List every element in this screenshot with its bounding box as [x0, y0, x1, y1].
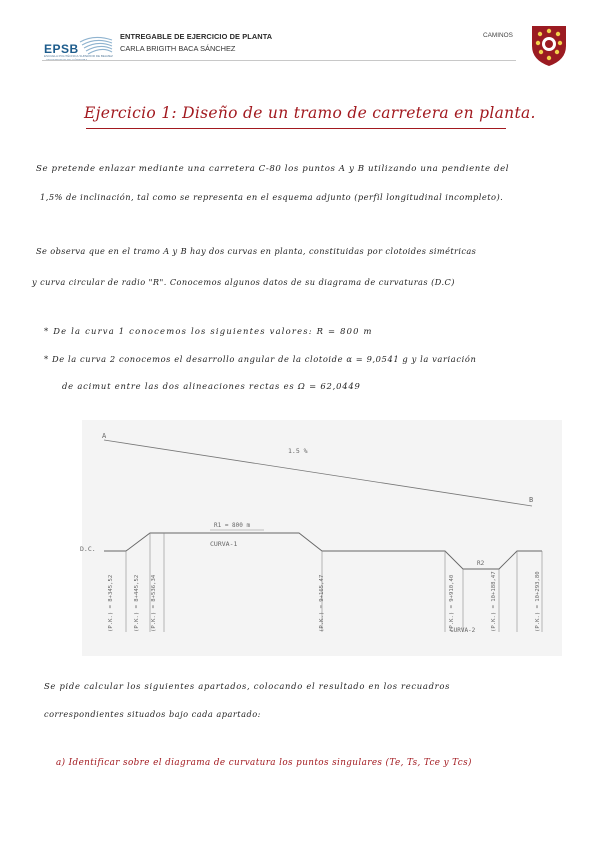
- department-label: CAMINOS: [483, 32, 513, 39]
- point-a-label: A: [102, 432, 107, 440]
- paragraph-3-line-2: correspondientes situados bajo cada apartado:: [44, 709, 261, 719]
- dc-label: D.C.: [80, 545, 96, 553]
- profile-line: [104, 440, 532, 506]
- header-divider: [42, 60, 516, 61]
- r2-label: R2: [477, 560, 485, 567]
- curve-2-label: CURVA-2: [450, 627, 476, 634]
- r1-label: R1 = 800 m: [214, 522, 251, 529]
- title-underline: [86, 128, 506, 129]
- curve-1-label: CURVA-1: [210, 540, 238, 548]
- pk-label: (P.K.) = 9+910,40: [449, 574, 455, 632]
- bullet-curve-1: * De la curva 1 conocemos los siguientes valores: R = 800 m: [44, 326, 373, 336]
- curvature-diagram: [82, 420, 562, 656]
- exercise-title: Ejercicio 1: Diseño de un tramo de carretera en planta.: [84, 104, 536, 122]
- document-author: CARLA BRIGITH BACA SÁNCHEZ: [120, 44, 236, 53]
- paragraph-2-line-2: y curva circular de radio "R". Conocemos algunos datos de su diagrama de curvaturas (D.C): [32, 277, 455, 287]
- paragraph-2-line-1: Se observa que en el tramo A y B hay dos curvas en planta, constituidas por clotoides simétricas: [36, 246, 477, 256]
- pk-label: (P.K.) = 8+345,52: [108, 574, 114, 632]
- slope-label: 1.5 %: [288, 447, 308, 455]
- point-b-label: B: [529, 496, 534, 504]
- university-crest-icon: [528, 22, 570, 68]
- pk-label: (P.K.) = 10+293,80: [535, 571, 541, 632]
- logo-subtitle: ESCUELA POLITÉCNICA SUPERIOR DE BELMEZ · UNIVERSIDAD DE CÓRDOBA: [44, 54, 113, 62]
- part-a-question: a) Identificar sobre el diagrama de curvatura los puntos singulares (Te, Ts, Tce y Tcs): [56, 758, 472, 768]
- document-title: ENTREGABLE DE EJERCICIO DE PLANTA: [120, 32, 273, 41]
- paragraph-3-line-1: Se pide calcular los siguientes apartados, colocando el resultado en los recuadros: [44, 681, 451, 691]
- pk-label: (P.K.) = 9+165,47: [319, 574, 325, 632]
- pk-label: (P.K.) = 8+536,34: [151, 574, 157, 632]
- intro-line-2: 1,5% de inclinación, tal como se representa en el esquema adjunto (perfil longitudinal incompleto).: [40, 192, 504, 202]
- bullet-curve-2-line-1: * De la curva 2 conocemos el desarrollo angular de la clotoide α = 9,0541 g y la variación: [44, 354, 477, 364]
- bullet-curve-2-line-2: de acimut entre las dos alineaciones rectas es Ω = 62,0449: [62, 381, 361, 391]
- intro-line-1: Se pretende enlazar mediante una carretera C-80 los puntos A y B utilizando una pendiente del: [36, 164, 510, 174]
- pk-label: (P.K.) = 8+445,52: [134, 574, 140, 632]
- logo-text: EPSB: [44, 42, 79, 56]
- pk-label: (P.K.) = 10+188,47: [491, 571, 497, 632]
